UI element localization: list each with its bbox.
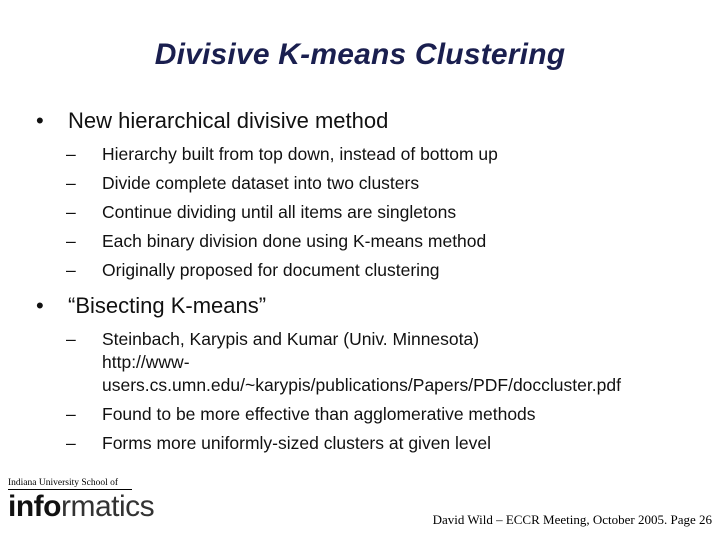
- logo-part-matics: rmatics: [60, 490, 155, 523]
- slide-content: [36, 108, 696, 458]
- bullet-item: [36, 293, 696, 319]
- dash-glyph: –: [66, 231, 76, 251]
- sub-item: [36, 325, 696, 400]
- sub-item: [36, 140, 696, 169]
- sub-text: Continue dividing until all items are singletons: [102, 202, 457, 222]
- dash-glyph: –: [66, 144, 76, 164]
- sub-item: [36, 429, 696, 458]
- sub-list: [36, 325, 696, 458]
- sub-text: Hierarchy built from top down, instead of bottom up: [102, 144, 498, 164]
- reference-url-line: http://www-: [102, 352, 190, 372]
- slide-title: Divisive K-means Clustering: [154, 38, 566, 71]
- footer-meeting-info: David Wild – ECCR Meeting, October 2005. Page 26: [432, 512, 712, 527]
- sub-list: [36, 140, 696, 285]
- bullet-text: New hierarchical divisive method: [68, 108, 389, 133]
- sub-item: [36, 256, 696, 285]
- informatics-logo: [8, 491, 168, 523]
- dash-glyph: –: [66, 404, 76, 424]
- sub-item: [36, 198, 696, 227]
- reference-url-line: users.cs.umn.edu/~karypis/publications/Papers/PDF/doccluster.pdf: [102, 375, 621, 395]
- logo-part-info: info: [8, 490, 61, 523]
- dash-glyph: –: [66, 202, 76, 222]
- bullet-item: [36, 108, 696, 134]
- sub-text: Divide complete dataset into two clusters: [102, 173, 420, 193]
- sub-text: Each binary division done using K-means method: [102, 231, 487, 251]
- sub-text: Forms more uniformly-sized clusters at given level: [102, 433, 492, 453]
- sub-item: [36, 227, 696, 256]
- sub-text: Steinbach, Karypis and Kumar (Univ. Minnesota): [102, 329, 480, 349]
- bullet-text: “Bisecting K-means”: [68, 293, 267, 318]
- institution-name: Indiana University School of: [8, 478, 132, 490]
- sub-item: [36, 400, 696, 429]
- bullet-glyph: •: [36, 293, 44, 318]
- dash-glyph: –: [66, 433, 76, 453]
- bullet-glyph: •: [36, 108, 44, 133]
- sub-text: Found to be more effective than agglomerative methods: [102, 404, 536, 424]
- dash-glyph: –: [66, 329, 76, 349]
- dash-glyph: –: [66, 173, 76, 193]
- footer-logo-block: [8, 478, 168, 534]
- dash-glyph: –: [66, 260, 76, 280]
- sub-item: [36, 169, 696, 198]
- sub-text: Originally proposed for document clustering: [102, 260, 440, 280]
